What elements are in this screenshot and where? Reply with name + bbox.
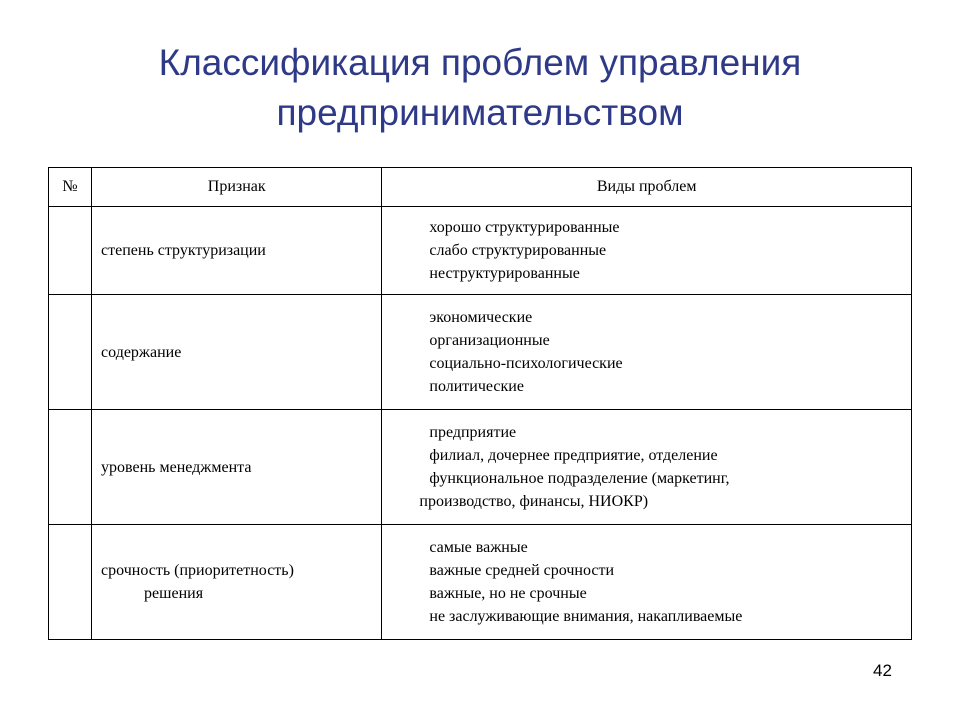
- kinds-cell: [382, 207, 912, 295]
- table-row: [49, 410, 912, 525]
- table-row: [49, 295, 912, 410]
- slide-title: [40, 38, 920, 138]
- table-row: [49, 207, 912, 295]
- header-num: №: [49, 168, 92, 207]
- sign-cell: [92, 525, 382, 640]
- kind-item-continuation: производство, финансы, НИОКР): [419, 493, 649, 510]
- kind-item: политические: [429, 378, 524, 395]
- kind-item: не заслуживающие внимания, накапливаемые: [429, 608, 743, 625]
- kind-item: организационные: [429, 332, 550, 349]
- kind-item: хорошо структурированные: [429, 219, 620, 236]
- kind-item: филиал, дочернее предприятие, отделение: [429, 447, 718, 464]
- header-kinds: Виды проблем: [382, 168, 912, 207]
- table-header-row: [49, 168, 912, 207]
- kinds-cell: [382, 410, 912, 525]
- kind-item: неструктурированные: [429, 265, 580, 282]
- sign-text-continuation: решения: [144, 585, 204, 602]
- kind-item: функциональное подразделение (маркетинг,: [429, 470, 730, 487]
- row-num-cell: [49, 410, 92, 525]
- kind-item: экономические: [429, 309, 533, 326]
- table-row: [49, 525, 912, 640]
- kinds-cell: [382, 295, 912, 410]
- sign-cell: уровень менеджмента: [92, 410, 382, 525]
- sign-cell: содержание: [92, 295, 382, 410]
- classification-table: [48, 167, 912, 640]
- sign-text: срочность (приоритетность): [101, 562, 294, 579]
- page-number: 42: [873, 661, 892, 680]
- row-num-cell: [49, 525, 92, 640]
- title-line-1: Классификация проблем управления: [158, 42, 802, 83]
- kind-item: важные, но не срочные: [429, 585, 587, 602]
- kind-item: важные средней срочности: [429, 562, 614, 579]
- sign-cell: степень структуризации: [92, 207, 382, 295]
- kind-item: предприятие: [429, 424, 517, 441]
- kind-item: самые важные: [429, 539, 528, 556]
- kinds-cell: [382, 525, 912, 640]
- header-sign: Признак: [92, 168, 382, 207]
- title-line-2: предпринимательством: [276, 92, 684, 133]
- kind-item: социально-психологические: [429, 355, 623, 372]
- kind-item: слабо структурированные: [429, 242, 607, 259]
- row-num-cell: [49, 295, 92, 410]
- row-num-cell: [49, 207, 92, 295]
